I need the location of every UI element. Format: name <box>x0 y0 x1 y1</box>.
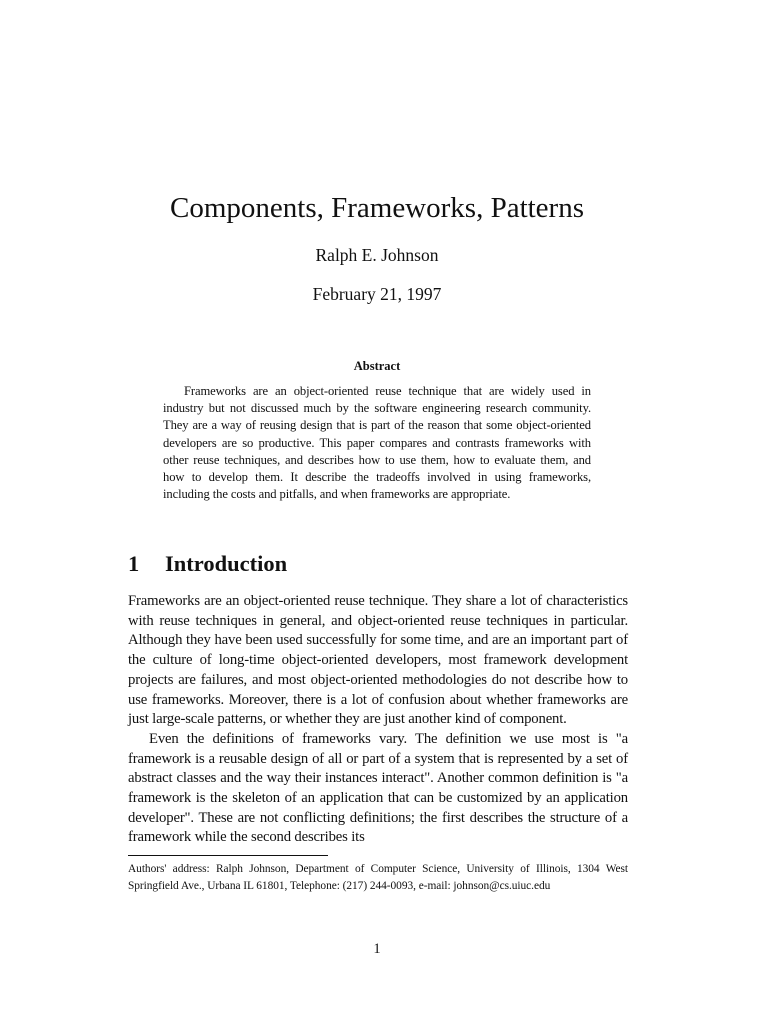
section-heading <box>128 549 287 579</box>
paper-title: Components, Frameworks, Patterns <box>169 192 584 224</box>
paper-author: Ralph E. Johnson <box>315 245 439 265</box>
section-title: Introduction <box>165 551 288 576</box>
intro-paragraph-2: Even the definitions of frameworks vary. The definition we use most is "a framework is a reusable design of all or part of a system that is represented by a set of abstract classes and the way their instances interact". Another common definition is "a framework is the skeleton of an application that can be customized by an application developer". These are not conflicting definitions; the first describes the structure of a framework while the second describes its <box>128 730 628 846</box>
footnote-rule <box>128 855 328 856</box>
intro-paragraph-1: Frameworks are an object-oriented reuse technique. They share a lot of characteristics with reuse techniques in general, and object-oriented reuse techniques in particular. Although they have been used successfully for some time, and are an important part of the culture of long-time object-oriented developers, most framework development projects are failures, and most object-oriented methodologies do not describe how to use frameworks. Moreover, there is a lot of confusion about whether frameworks are just large-scale patterns, or whether they are just another kind of component. <box>128 593 628 728</box>
page-number: 1 <box>373 941 381 957</box>
footnote: Authors' address: Ralph Johnson, Department of Computer Science, University of Illinois, 1304 West Springfield Ave., Urbana IL 61801, Telephone: (217) 244-0093, e-mail: johnson@cs.uiuc.edu <box>128 863 628 893</box>
abstract-text: Frameworks are an object-oriented reuse technique that are widely used in industry but not discussed much by the software engineering research community. They are a way of reusing design that is part of the reason that some object-oriented developers are so productive. This paper compares and contrasts frameworks with other reuse techniques, and describes how to use them, how to evaluate them, and how to develop them. It describe the tradeoffs involved in using frameworks, including the costs and pitfalls, and when frameworks are appropriate. <box>163 384 591 502</box>
paper-date: February 21, 1997 <box>312 284 442 304</box>
abstract-heading: Abstract <box>353 359 401 373</box>
section-number: 1 <box>128 551 140 576</box>
introduction-body <box>128 592 628 848</box>
